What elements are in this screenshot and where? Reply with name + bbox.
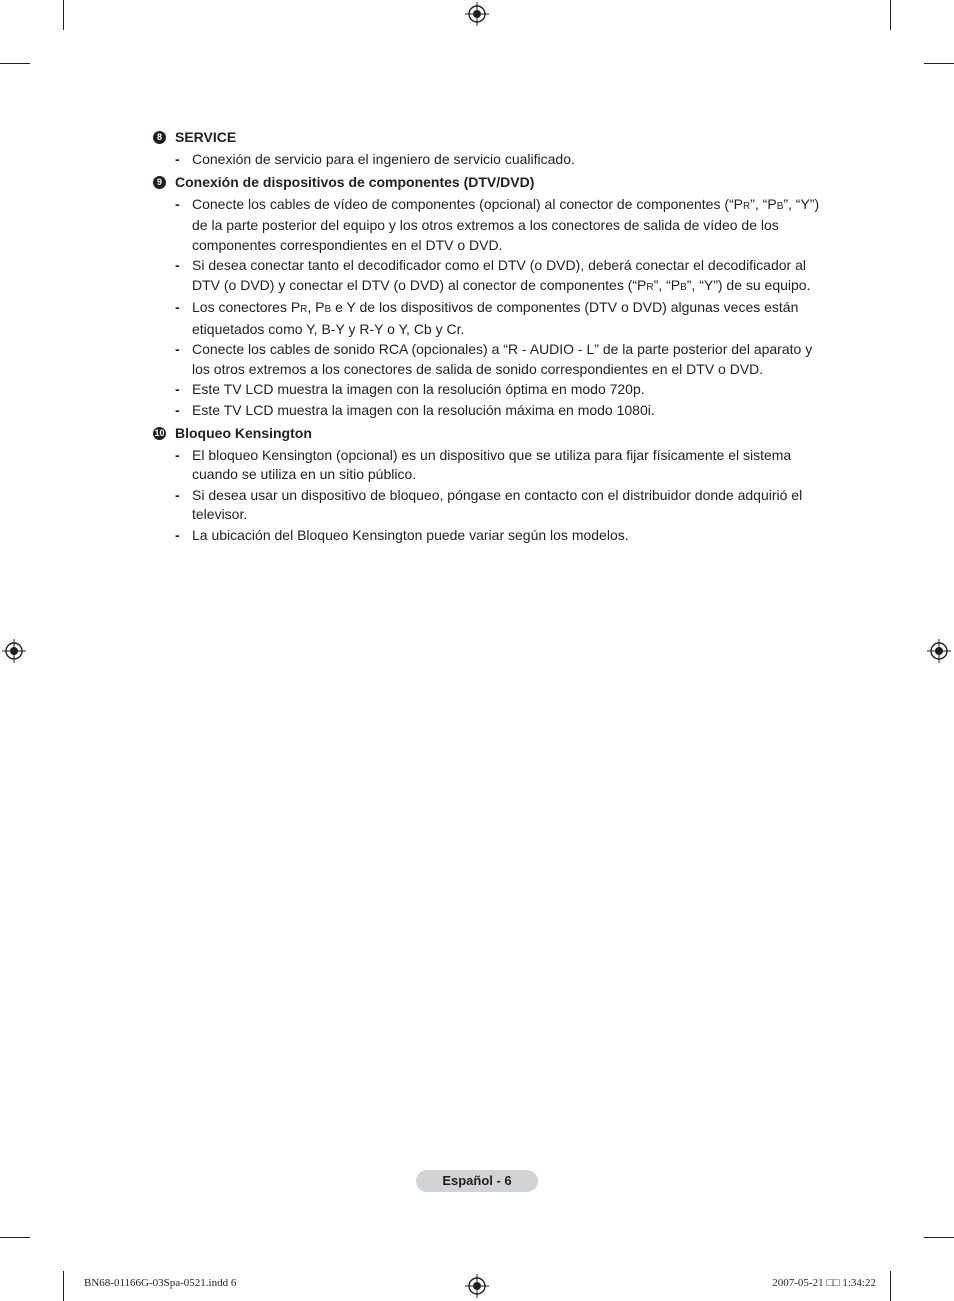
section-title: SERVICE: [175, 129, 237, 145]
crop-mark: [0, 1237, 30, 1238]
subscript-letter: B: [324, 304, 332, 315]
crop-mark: [924, 63, 954, 64]
list-item: [153, 298, 833, 339]
crop-mark: [63, 0, 64, 30]
list-item: [153, 256, 833, 297]
section-number-icon: 10: [154, 428, 165, 439]
bullet-dash: -: [175, 195, 180, 212]
bullet-text: Este TV LCD muestra la imagen con la resolución óptima en modo 720p.: [192, 381, 645, 397]
crop-mark: [924, 1237, 954, 1238]
registration-mark-icon: [465, 1274, 489, 1298]
subscript-letter: B: [776, 200, 784, 212]
bullet-text: Conecte los cables de sonido RCA (opcionales) a “R - AUDIO - L” de la parte posterior del aparato y los otros extremos a los conectores de salida de sonido correspondientes en el DTV o DVD.: [192, 341, 813, 377]
section-number-icon: 8: [153, 131, 166, 144]
crop-mark: [63, 1271, 64, 1301]
list-item: [153, 446, 833, 485]
bullet-text: Si desea conectar tanto el decodificador como el DTV (o DVD), deberá conectar el decodificador al DTV (o DVD) y conectar el DTV (o DVD) al conector de componentes (“PR”, “PB”, “Y”) de su equipo.: [192, 257, 811, 293]
slug-file-info: BN68-01166G-03Spa-0521.indd 6: [84, 1277, 237, 1289]
bullet-text: Si desea usar un dispositivo de bloqueo, póngase en contacto con el distribuidor donde adquirió el televisor.: [192, 486, 803, 522]
registration-mark-icon: [927, 639, 951, 663]
bullet-dash: -: [175, 150, 180, 167]
bullet-dash: -: [175, 446, 180, 463]
bullet-dash: -: [175, 299, 180, 315]
crop-mark: [890, 1271, 891, 1301]
list-item: [153, 486, 833, 525]
list-item: [153, 526, 833, 546]
section-kensington-lock: [153, 424, 833, 545]
subscript-letter: R: [646, 281, 654, 293]
bullet-list: [153, 195, 833, 421]
section-heading: [153, 128, 833, 148]
subscript-letter: R: [300, 304, 308, 315]
bullet-text: Los conectores PR, PB e Y de los dispositivos de componentes (DTV o DVD) algunas veces están etiquetados como Y, B-Y y R-Y o Y, Cb y Cr.: [192, 299, 799, 337]
page-content: [153, 128, 833, 549]
bullet-text: Este TV LCD muestra la imagen con la resolución máxima en modo 1080i.: [192, 401, 655, 418]
list-item: [153, 340, 833, 379]
list-item: [153, 150, 833, 170]
bullet-dash: -: [175, 257, 180, 273]
bullet-list: [153, 446, 833, 546]
section-number-icon: 9: [153, 176, 166, 189]
bullet-text: La ubicación del Bloqueo Kensington puede variar según los modelos.: [192, 526, 629, 543]
bullet-text: Conexión de servicio para el ingeniero de servicio cualificado.: [192, 150, 575, 167]
registration-mark-icon: [465, 2, 489, 26]
bullet-dash: -: [175, 486, 180, 503]
section-title: Conexión de dispositivos de componentes (DTV/DVD): [175, 174, 535, 190]
bullet-list: [153, 150, 833, 170]
section-heading: [153, 424, 833, 444]
bullet-dash: -: [175, 526, 180, 543]
bullet-dash: -: [175, 381, 180, 397]
list-item: [153, 401, 833, 421]
list-item: [153, 195, 833, 256]
list-item: [153, 380, 833, 400]
bullet-text: Conecte los cables de vídeo de componentes (opcional) al conector de componentes (“PR”, “PB”, “Y”) de la parte posterior del equipo y los otros extremos a los conectores de salida de vídeo de los componentes correspondientes en el DTV o DVD.: [192, 195, 820, 253]
registration-mark-icon: [2, 639, 26, 663]
bullet-dash: -: [175, 401, 180, 418]
section-title: Bloqueo Kensington: [175, 425, 312, 441]
page-number-badge: Español - 6: [416, 1170, 538, 1192]
section-component-connection: [153, 173, 833, 420]
section-service: [153, 128, 833, 169]
bullet-text: El bloqueo Kensington (opcional) es un dispositivo que se utiliza para fijar físicamente el sistema cuando se utiliza en un sitio público.: [192, 446, 792, 482]
subscript-letter: R: [743, 200, 751, 212]
section-heading: [153, 173, 833, 193]
crop-mark: [890, 0, 891, 30]
bullet-dash: -: [175, 341, 180, 357]
subscript-letter: B: [680, 281, 687, 293]
slug-timestamp: 2007-05-21 □□ 1:34:22: [772, 1277, 876, 1289]
crop-mark: [0, 63, 30, 64]
